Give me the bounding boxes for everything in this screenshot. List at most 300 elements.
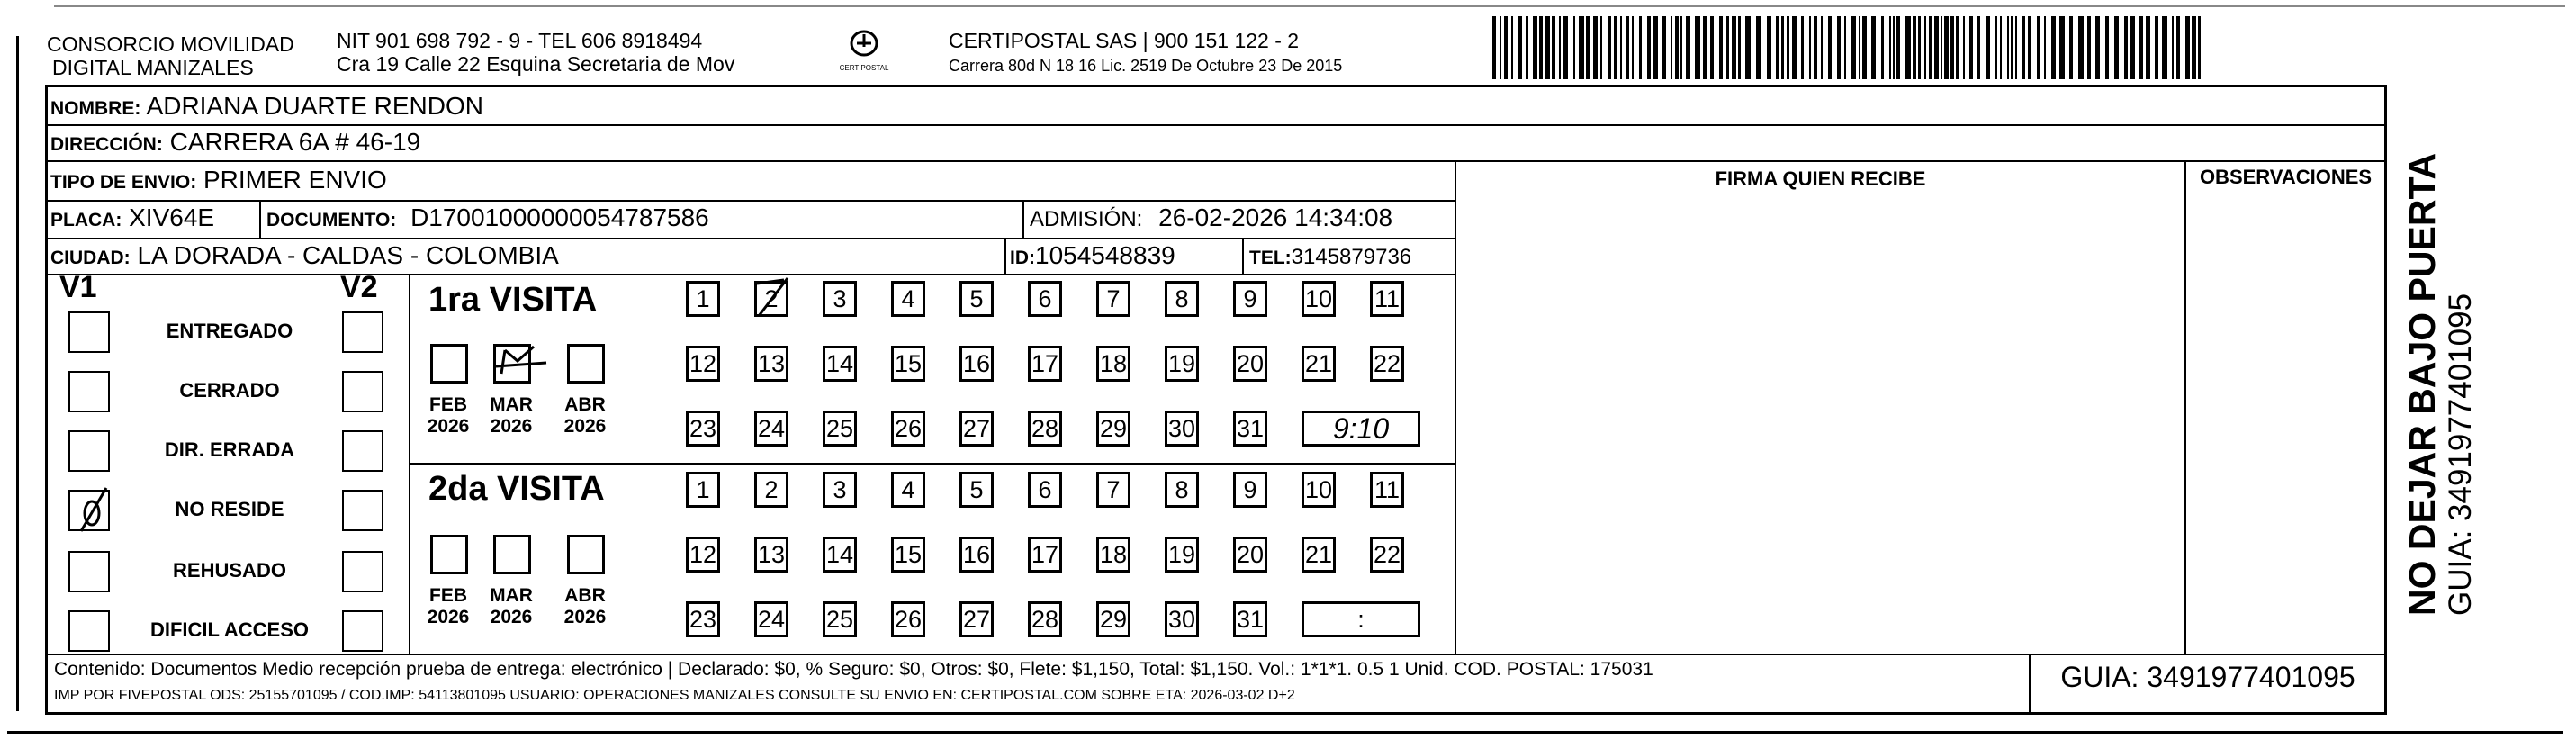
admision-value: 26-02-2026 14:34:08: [1158, 203, 1393, 231]
barcode-bar: [1653, 16, 1658, 79]
barcode-bar: [1986, 16, 1990, 79]
day-number: 14: [825, 350, 854, 377]
barcode-bar: [1647, 16, 1651, 79]
barcode-bar: [2155, 16, 2158, 79]
company-line-1: CONSORCIO MOVILIDAD: [47, 32, 294, 56]
v2-checkbox[interactable]: [342, 311, 383, 353]
barcode-bar: [2130, 16, 2135, 79]
day-number: 2: [764, 476, 779, 503]
v2-checkbox[interactable]: [342, 551, 383, 592]
observaciones-area[interactable]: [2188, 196, 2383, 650]
day-number: 30: [1167, 606, 1196, 633]
status-sep: [409, 274, 410, 654]
barcode-bar: [2051, 16, 2056, 79]
status-label: ENTREGADO: [166, 320, 293, 342]
barcode-bar: [1929, 16, 1932, 79]
placa-row: [50, 202, 214, 237]
barcode-bar: [2172, 16, 2174, 79]
day-box[interactable]: [823, 537, 857, 573]
day-number: 10: [1304, 476, 1333, 503]
month-name: MAR: [490, 394, 533, 415]
day-box[interactable]: [686, 411, 720, 447]
barcode-bar: [1944, 16, 1949, 79]
placa-value: XIV64E: [129, 203, 215, 231]
barcode-bar: [1905, 16, 1911, 79]
day-box[interactable]: [1165, 346, 1199, 382]
day-number: 20: [1236, 350, 1265, 377]
v1-checkbox[interactable]: [68, 371, 110, 412]
barcode-bar: [2162, 16, 2167, 79]
day-number: 14: [825, 541, 854, 568]
day-box[interactable]: [1370, 472, 1404, 508]
observaciones-header: OBSERVACIONES: [2199, 166, 2373, 188]
ciudad-label: CIUDAD:: [50, 248, 131, 268]
day-number: 19: [1167, 541, 1196, 568]
month-year: 2026: [563, 607, 607, 627]
footer-guia: GUIA: 3491977401095: [2060, 661, 2355, 693]
v2-checkbox[interactable]: [342, 430, 383, 472]
barcode-bar: [1726, 16, 1729, 79]
day-number: 24: [757, 415, 786, 442]
day-box[interactable]: [686, 537, 720, 573]
footer-contenido: Contenido: Documentos Medio recepción prueba de entrega: electrónico | Declarado: $0, % Seguro: $0, Otros: $0, Flete: $1,150, Total: $1,150. Vol.: 1*1*1. 0.5 1 Unid. COD. POSTAL: 175031: [54, 659, 1653, 680]
day-number: 5: [969, 476, 984, 503]
day-number: 17: [1031, 541, 1059, 568]
barcode-bar: [2015, 16, 2017, 79]
barcode-bar: [1881, 16, 1884, 79]
barcode-bar: [2011, 16, 2013, 79]
day-box[interactable]: [891, 411, 925, 447]
barcode-bar: [1950, 16, 1954, 79]
barcode-bar: [1511, 16, 1513, 79]
barcode-bar: [1851, 16, 1856, 79]
barcode-bar: [1732, 16, 1736, 79]
day-box[interactable]: [1096, 537, 1130, 573]
top-edge-line: [54, 5, 2565, 7]
barcode-bar: [2000, 16, 2002, 79]
day-box[interactable]: [1028, 411, 1062, 447]
barcode-bar: [1781, 16, 1784, 79]
tel-sep: [1242, 238, 1244, 274]
day-number: 25: [825, 606, 854, 633]
certipostal-line-1: CERTIPOSTAL SAS | 900 151 122 - 2: [949, 29, 1300, 52]
day-box[interactable]: [754, 472, 788, 508]
day-number: 10: [1304, 285, 1333, 312]
barcode-bar: [1552, 16, 1555, 79]
month-checkbox-abr[interactable]: [567, 535, 605, 574]
day-box[interactable]: [1233, 281, 1267, 317]
side-text: [2401, 153, 2479, 616]
documento-value: D17001000000054787586: [410, 203, 709, 231]
barcode-bar: [1539, 16, 1543, 79]
day-number: 20: [1236, 541, 1265, 568]
certipostal-logo: [828, 27, 900, 72]
day-box[interactable]: [1165, 411, 1199, 447]
day-box[interactable]: [1233, 472, 1267, 508]
nombre-row: [50, 90, 483, 125]
barcode-bar: [1792, 16, 1797, 79]
bottom-edge-line: [7, 731, 2563, 734]
barcode-bar: [2185, 16, 2190, 79]
barcode-bar: [1620, 16, 1622, 79]
barcode-bar: [1837, 16, 1841, 79]
barcode-bar: [1956, 16, 1959, 79]
barcode-bar: [1828, 16, 1832, 79]
month-label: [558, 585, 612, 628]
barcode-bar: [2139, 16, 2143, 79]
day-box[interactable]: [1370, 537, 1404, 573]
day-number: 21: [1304, 541, 1333, 568]
barcode-bar: [1686, 16, 1690, 79]
day-box[interactable]: [1302, 346, 1336, 382]
status-label: DIFICIL ACCESO: [149, 618, 309, 641]
day-box[interactable]: [959, 281, 994, 317]
day-number: 22: [1373, 541, 1401, 568]
barcode-bar: [2192, 16, 2196, 79]
status-label: NO RESIDE: [175, 498, 284, 520]
barcode-bar: [2044, 16, 2046, 79]
barcode-bar: [1518, 16, 1522, 79]
barcode-bar: [1934, 16, 1939, 79]
ciudad-value: LA DORADA - CALDAS - COLOMBIA: [137, 241, 559, 269]
day-number: 1: [696, 285, 710, 312]
day-number: 12: [689, 541, 717, 568]
barcode-bar: [1913, 16, 1916, 79]
id-sep: [1004, 238, 1006, 274]
barcode-bar: [2022, 16, 2025, 79]
day-box[interactable]: [1096, 281, 1130, 317]
day-number: 5: [969, 285, 984, 312]
day-number: 28: [1031, 606, 1059, 633]
day-box[interactable]: [1165, 537, 1199, 573]
id-value: 1054548839: [1035, 241, 1175, 269]
day-number: 11: [1374, 285, 1401, 312]
barcode-bar: [1801, 16, 1804, 79]
day-box[interactable]: [1370, 281, 1404, 317]
day-box[interactable]: [823, 411, 857, 447]
barcode-bar: [1639, 16, 1642, 79]
barcode-bar: [1573, 16, 1575, 79]
barcode-bar: [2114, 16, 2119, 79]
obs-left-line: [2184, 160, 2186, 654]
day-box[interactable]: [823, 281, 857, 317]
barcode-bar: [2095, 16, 2100, 79]
footer-imp: IMP POR FIVEPOSTAL ODS: 25155701095 / COD.IMP: 54113801095 USUARIO: OPERACIONES MANIZALES CONSULTE SU ENVIO EN: CERTIPOSTAL.COM SOBRE ETA: 2026-03-02 D+2: [54, 688, 1295, 703]
barcode-bar: [1738, 16, 1741, 79]
day-box[interactable]: [959, 537, 994, 573]
nombre-value: ADRIANA DUARTE RENDON: [146, 92, 483, 120]
barcode-bar: [1559, 16, 1561, 79]
month-name: ABR: [564, 394, 606, 415]
barcode-bar: [1859, 16, 1860, 79]
barcode-bar: [2069, 16, 2073, 79]
visit-1-title: 1ra VISITA: [428, 281, 598, 319]
barcode-bar: [2028, 16, 2031, 79]
footer-line: [45, 654, 2387, 655]
tipo-row: [50, 164, 387, 199]
month-year: 2026: [490, 607, 533, 627]
firma-left-line: [1455, 160, 1456, 654]
barcode-bar: [1626, 16, 1629, 79]
day-box[interactable]: [1165, 281, 1199, 317]
day-number: 17: [1031, 350, 1059, 377]
firma-area[interactable]: [1458, 196, 2183, 650]
month-name: ABR: [564, 585, 606, 606]
barcode-bar: [1719, 16, 1723, 79]
documento-label: DOCUMENTO:: [266, 210, 397, 230]
day-number: 7: [1106, 285, 1121, 312]
barcode-bar: [1862, 16, 1867, 79]
v2-checkbox[interactable]: [342, 610, 383, 652]
day-box[interactable]: [754, 281, 788, 317]
day-number: 28: [1031, 415, 1059, 442]
barcode-bar: [1695, 16, 1700, 79]
admision-sep: [1022, 200, 1024, 238]
day-number: 26: [894, 606, 923, 633]
company-name: [47, 32, 294, 79]
v1-checkbox[interactable]: [68, 551, 110, 592]
day-box[interactable]: [891, 472, 925, 508]
month-year: 2026: [427, 607, 470, 627]
month-checkbox-feb[interactable]: [430, 344, 468, 384]
status-label: CERRADO: [179, 379, 280, 402]
month-checkbox-feb[interactable]: [430, 535, 468, 574]
day-box[interactable]: [1028, 281, 1062, 317]
day-box[interactable]: [823, 346, 857, 382]
barcode-bar: [1614, 16, 1617, 79]
day-number: 6: [1038, 285, 1052, 312]
tel-value: 3145879736: [1291, 245, 1412, 269]
time-value: :: [1357, 606, 1365, 633]
day-number: 21: [1304, 350, 1333, 377]
v2-checkbox[interactable]: [342, 371, 383, 412]
barcode-bar: [1756, 16, 1761, 79]
barcode-bar: [1918, 16, 1921, 79]
day-box[interactable]: [754, 601, 788, 637]
barcode: [1492, 16, 2203, 79]
v1-checkbox[interactable]: [68, 311, 110, 353]
tipo-label: TIPO DE ENVIO:: [50, 172, 197, 193]
day-number: 3: [833, 476, 847, 503]
day-box[interactable]: [1096, 472, 1130, 508]
day-box[interactable]: [686, 472, 720, 508]
address-line: Cra 19 Calle 22 Esquina Secretaria de Mov: [337, 52, 735, 76]
day-box[interactable]: [823, 472, 857, 508]
day-box[interactable]: [754, 537, 788, 573]
certipostal-line-2: Carrera 80d N 18 16 Lic. 2519 De Octubre 23 De 2015: [949, 57, 1343, 75]
day-box[interactable]: [1028, 537, 1062, 573]
visit-divider: [409, 463, 1456, 465]
day-number: 16: [962, 350, 991, 377]
barcode-bar: [1675, 16, 1679, 79]
barcode-bar: [1671, 16, 1672, 79]
tel-row: [1249, 241, 1411, 275]
day-box[interactable]: [1233, 601, 1267, 637]
barcode-bar: [1809, 16, 1811, 79]
day-box[interactable]: [754, 346, 788, 382]
day-number: 19: [1167, 350, 1196, 377]
day-box[interactable]: [959, 472, 994, 508]
barcode-bar: [1814, 16, 1817, 79]
barcode-bar: [1526, 16, 1528, 79]
month-name: FEB: [429, 394, 467, 415]
day-number: 25: [825, 415, 854, 442]
barcode-bar: [1632, 16, 1634, 79]
day-box[interactable]: [1302, 281, 1336, 317]
v1-checkbox[interactable]: [68, 490, 110, 531]
nombre-label: NOMBRE:: [50, 98, 141, 119]
barcode-bar: [2078, 16, 2084, 79]
day-box[interactable]: [1233, 537, 1267, 573]
barcode-bar: [1662, 16, 1666, 79]
barcode-bar: [1500, 16, 1501, 79]
time-box[interactable]: [1302, 601, 1420, 637]
direccion-label: DIRECCIÓN:: [50, 134, 163, 155]
barcode-bar: [1767, 16, 1771, 79]
barcode-bar: [1586, 16, 1590, 79]
barcode-bar: [1893, 16, 1895, 79]
day-number: 8: [1175, 476, 1189, 503]
day-box[interactable]: [1370, 346, 1404, 382]
day-number: 9: [1243, 285, 1257, 312]
day-number: 29: [1099, 606, 1128, 633]
status-label: DIR. ERRADA: [164, 438, 295, 461]
day-box[interactable]: [686, 281, 720, 317]
barcode-bar: [1896, 16, 1900, 79]
direccion-row: [50, 126, 420, 161]
month-name: FEB: [429, 585, 467, 606]
day-number: 12: [689, 350, 717, 377]
barcode-bar: [1776, 16, 1779, 79]
barcode-bar: [2146, 16, 2150, 79]
day-number: 4: [901, 285, 915, 312]
day-box[interactable]: [1028, 346, 1062, 382]
month-label: [421, 394, 475, 438]
visit-2-title: 2da VISITA: [428, 470, 605, 508]
barcode-bar: [1844, 16, 1846, 79]
day-number: 4: [901, 476, 915, 503]
day-box[interactable]: [1096, 601, 1130, 637]
time-box[interactable]: [1302, 411, 1420, 447]
barcode-bar: [1492, 16, 1496, 79]
direccion-value: CARRERA 6A # 46-19: [169, 128, 421, 156]
barcode-bar: [1504, 16, 1508, 79]
month-checkbox-abr[interactable]: [567, 344, 605, 384]
nit-block: [337, 29, 734, 76]
barcode-bar: [1745, 16, 1751, 79]
day-box[interactable]: [1233, 411, 1267, 447]
day-number: 15: [894, 350, 923, 377]
month-label: [484, 394, 538, 438]
v2-header: V2: [340, 270, 378, 304]
day-box[interactable]: [686, 346, 720, 382]
day-number: 16: [962, 541, 991, 568]
side-guia-text: GUIA: 3491977401095: [2443, 293, 2478, 616]
day-number: 27: [962, 415, 991, 442]
day-box[interactable]: [1233, 346, 1267, 382]
day-box[interactable]: [959, 346, 994, 382]
barcode-bar: [2059, 16, 2065, 79]
barcode-bar: [2198, 16, 2201, 79]
day-number: 13: [757, 541, 786, 568]
placa-label: PLACA:: [50, 210, 122, 230]
day-number: 9: [1243, 476, 1257, 503]
barcode-bar: [2087, 16, 2091, 79]
day-box[interactable]: [1096, 411, 1130, 447]
day-box[interactable]: [959, 411, 994, 447]
admision-label: ADMISIÓN:: [1030, 207, 1143, 231]
day-number: 1: [696, 476, 710, 503]
month-year: 2026: [490, 416, 533, 437]
day-number: 26: [894, 415, 923, 442]
barcode-bar: [1563, 16, 1568, 79]
day-box[interactable]: [891, 537, 925, 573]
month-checkbox-mar[interactable]: [493, 535, 531, 574]
day-number: 7: [1106, 476, 1121, 503]
barcode-bar: [1871, 16, 1876, 79]
day-number: 22: [1373, 350, 1401, 377]
month-label: [558, 394, 612, 438]
barcode-bar: [1924, 16, 1926, 79]
day-box[interactable]: [823, 601, 857, 637]
barcode-bar: [1703, 16, 1707, 79]
day-box[interactable]: [1165, 472, 1199, 508]
day-box[interactable]: [891, 346, 925, 382]
day-box[interactable]: [1302, 472, 1336, 508]
day-box[interactable]: [686, 601, 720, 637]
day-box[interactable]: [891, 601, 925, 637]
v1-checkbox[interactable]: [68, 610, 110, 652]
day-number: 30: [1167, 415, 1196, 442]
certipostal-block: [949, 29, 1342, 77]
day-box[interactable]: [754, 411, 788, 447]
admision-row: [1030, 202, 1392, 236]
day-box[interactable]: [1028, 472, 1062, 508]
barcode-bar: [1545, 16, 1550, 79]
barcode-bar: [2037, 16, 2040, 79]
barcode-bar: [2176, 16, 2180, 79]
day-number: 24: [757, 606, 786, 633]
barcode-bar: [1710, 16, 1714, 79]
day-box[interactable]: [1165, 601, 1199, 637]
month-checkbox-mar[interactable]: [493, 344, 531, 384]
month-year: 2026: [563, 416, 607, 437]
placa-sep: [259, 200, 261, 238]
day-number: 31: [1236, 606, 1265, 633]
strike-mark-icon: [752, 276, 797, 321]
day-number: 18: [1099, 541, 1128, 568]
logo-icon: [846, 27, 882, 59]
v2-checkbox[interactable]: [342, 490, 383, 531]
day-box[interactable]: [1096, 346, 1130, 382]
barcode-bars: [1492, 16, 2203, 79]
v1-checkbox[interactable]: [68, 430, 110, 472]
left-margin-line: [16, 36, 19, 711]
time-value: 9:10: [1332, 412, 1390, 445]
day-box[interactable]: [891, 281, 925, 317]
tipo-value: PRIMER ENVIO: [203, 166, 387, 194]
documento-row: [266, 202, 709, 237]
check-mark-icon: [492, 338, 555, 388]
day-box[interactable]: [959, 601, 994, 637]
id-label: ID:: [1010, 248, 1035, 268]
barcode-bar: [1941, 16, 1942, 79]
day-number: 2: [764, 285, 779, 312]
day-box[interactable]: [1302, 537, 1336, 573]
day-number: 3: [833, 285, 847, 312]
day-box[interactable]: [1028, 601, 1062, 637]
barcode-bar: [1821, 16, 1823, 79]
